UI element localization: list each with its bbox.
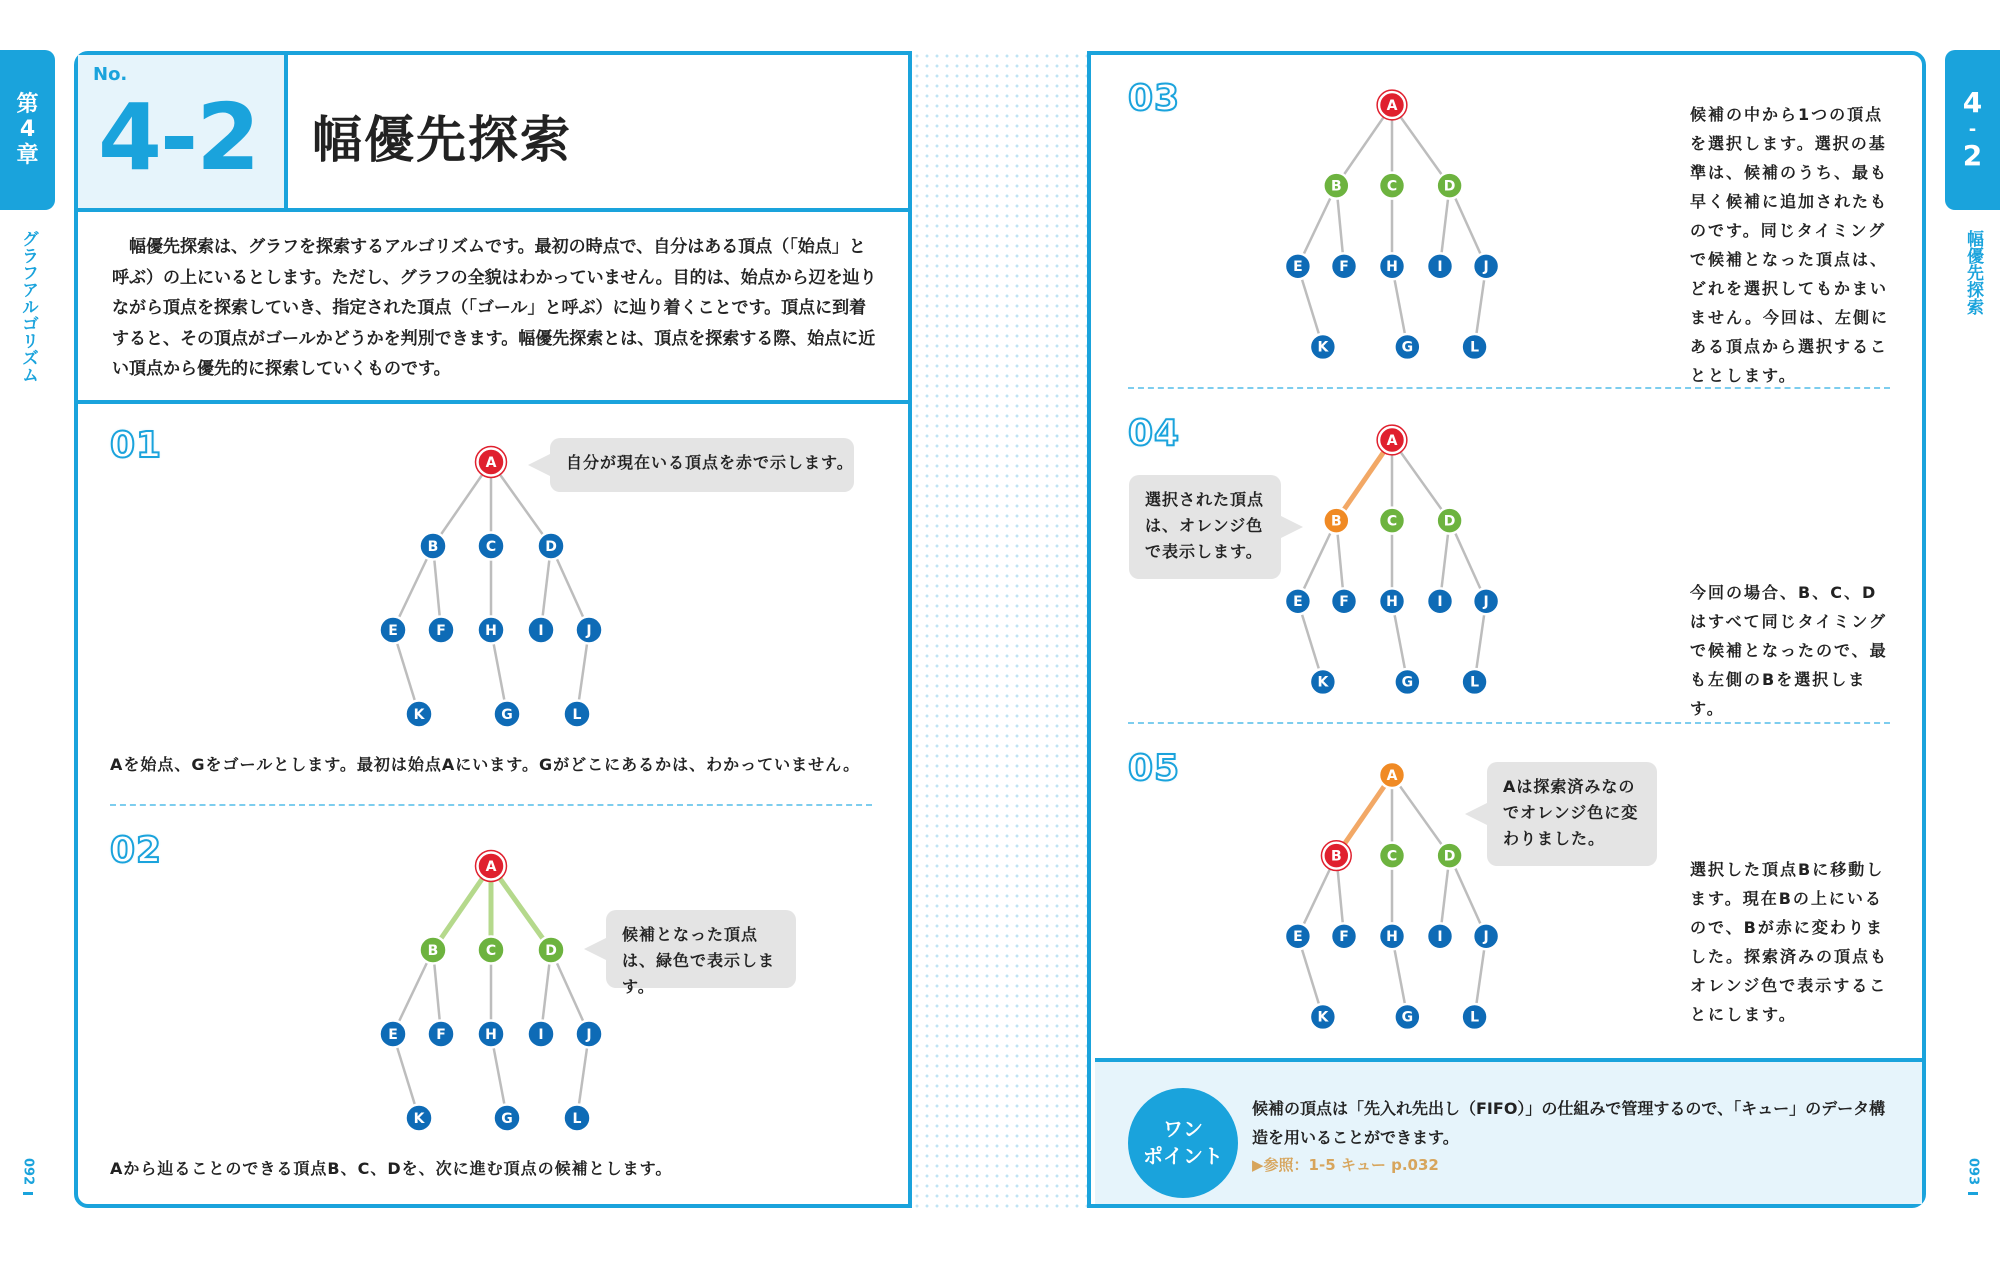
- node-label-K: K: [1317, 674, 1329, 691]
- section-tab-line-2: -: [1968, 118, 1977, 140]
- node-label-J: J: [1483, 929, 1489, 946]
- node-label-G: G: [501, 1111, 513, 1127]
- node-label-I: I: [538, 623, 544, 639]
- section-tab-line-3: 2: [1962, 139, 1983, 173]
- step-number-03: 03: [1128, 78, 1181, 119]
- one-point-label-top: ワン: [1163, 1117, 1203, 1141]
- page-number-left-text: 092: [20, 1158, 36, 1186]
- node-label-I: I: [1437, 594, 1443, 611]
- page-number-right-text: 093: [1965, 1158, 1981, 1186]
- section-side-title: 幅優先探索: [1963, 230, 1983, 315]
- node-label-G: G: [1401, 1009, 1414, 1026]
- node-label-B: B: [427, 539, 439, 555]
- bubble-tail: [1465, 803, 1487, 825]
- node-label-K: K: [1317, 339, 1329, 356]
- node-label-I: I: [1437, 259, 1443, 276]
- node-label-K: K: [413, 1111, 425, 1127]
- node-L: [1462, 1004, 1488, 1030]
- node-label-J: J: [1483, 259, 1489, 276]
- bubble-text: Aは探索済みなのでオレンジ色に変わりました。: [1503, 777, 1639, 848]
- step-number-01: 01: [110, 425, 163, 466]
- intro-text: 幅優先探索は、グラフを探索するアルゴリズムです。最初の時点で、自分はある頂点（「始点」と呼ぶ）の上にいるとします。ただし、グラフの全貌はわかっていません。目的は、始点から辺を辿りながら頂点を探索していき、指定された頂点（「ゴール」と呼ぶ）に辿り着くことです。頂点に到着すると、その頂点がゴールかどうかを判別できます。幅優先探索とは、頂点を探索する際、始点に近い頂点から優先的に探索していくものです。: [112, 237, 877, 379]
- chapter-tab-line-3: 章: [16, 142, 39, 168]
- node-label-H: H: [485, 623, 497, 639]
- node-label-G: G: [1401, 339, 1414, 356]
- side-text-step-03: 候補の中から1つの頂点を選択します。選択の基準は、候補のうち、最も早く候補に追加されたものです。同じタイミングで候補となった頂点は、どれを選択してもかまいません。今回は、左側にある頂点から選択することとします。: [1690, 105, 1889, 385]
- node-label-B: B: [1330, 178, 1342, 195]
- section-number: 4-2: [98, 84, 259, 191]
- node-label-F: F: [1339, 594, 1349, 611]
- node-label-F: F: [436, 623, 446, 639]
- node-label-D: D: [1443, 513, 1456, 530]
- chapter-title: グラフアルゴリズム: [18, 230, 38, 383]
- node-label-L: L: [1470, 1009, 1480, 1026]
- node-label-C: C: [1386, 513, 1398, 530]
- one-point-text: 候補の頂点は「先入れ先出し（FIFO）」の仕組みで管理するので、「キュー」のデータ構造を用いることができます。: [1252, 1099, 1886, 1147]
- node-label-B: B: [1330, 513, 1342, 530]
- node-E: [1285, 923, 1311, 949]
- node-label-E: E: [388, 1027, 398, 1043]
- node-label-K: K: [1317, 1009, 1329, 1026]
- step-number-04: 04: [1128, 413, 1181, 454]
- node-label-E: E: [388, 623, 398, 639]
- node-label-C: C: [1386, 178, 1398, 195]
- node-label-C: C: [485, 539, 497, 555]
- node-D: [1437, 843, 1463, 869]
- node-label-F: F: [1339, 929, 1349, 946]
- node-label-J: J: [1483, 594, 1489, 611]
- node-label-H: H: [1386, 929, 1398, 946]
- bubble-text: 候補となった頂点は、緑色で表示します。: [622, 925, 776, 996]
- chapter-tab-line-2: 4: [19, 117, 36, 143]
- node-label-G: G: [1401, 674, 1414, 691]
- node-label-E: E: [1293, 594, 1303, 611]
- node-label-L: L: [1470, 674, 1480, 691]
- node-label-D: D: [545, 539, 557, 555]
- one-point-label-bottom: ポイント: [1143, 1144, 1223, 1168]
- one-point-reference-link[interactable]: ▶参照：1-5 キュー p.032: [1252, 1156, 1439, 1174]
- page-title: 幅優先探索: [312, 111, 572, 169]
- node-label-E: E: [1293, 929, 1303, 946]
- node-K: [1310, 1004, 1336, 1030]
- node-G: [1394, 1004, 1420, 1030]
- one-point-badge: [1128, 1088, 1238, 1198]
- side-text-step-04: 今回の場合、B、C、Dはすべて同じタイミングで候補となったので、最も左側のBを選択します。: [1690, 583, 1888, 718]
- step-number-05: 05: [1128, 748, 1181, 789]
- node-label-A: A: [485, 455, 497, 471]
- bubble-text: 選択された頂点は、オレンジ色で表示します。: [1145, 490, 1265, 561]
- node-label-L: L: [572, 1111, 582, 1127]
- node-label-D: D: [1443, 178, 1456, 195]
- node-A: [1379, 762, 1405, 788]
- node-F: [1331, 923, 1357, 949]
- edge-A-D: [1392, 775, 1450, 856]
- node-label-H: H: [485, 1027, 497, 1043]
- number-label: No.: [93, 64, 128, 85]
- node-C: [1379, 843, 1405, 869]
- chapter-tab-line-1: 第: [16, 92, 39, 118]
- node-label-B: B: [427, 943, 439, 959]
- node-label-H: H: [1386, 259, 1398, 276]
- node-label-B: B: [1330, 848, 1342, 865]
- bubble-step-05: [1487, 762, 1657, 866]
- node-J: [1473, 923, 1499, 949]
- node-label-J: J: [586, 1027, 592, 1043]
- node-label-C: C: [1386, 848, 1398, 865]
- node-label-F: F: [1339, 259, 1349, 276]
- node-label-A: A: [1386, 97, 1398, 114]
- node-label-I: I: [538, 1027, 544, 1043]
- node-label-D: D: [1443, 848, 1456, 865]
- node-label-D: D: [545, 943, 557, 959]
- node-label-K: K: [413, 707, 425, 723]
- node-label-A: A: [1386, 767, 1398, 784]
- node-label-J: J: [586, 623, 592, 639]
- caption-step-01: Aを始点、Gをゴールとします。最初は始点Aにいます。Gがどこにあるかは、わかっていません。: [110, 755, 861, 774]
- bubble-text: 自分が現在いる頂点を赤で示します。: [566, 453, 854, 472]
- node-I: [1427, 923, 1453, 949]
- node-label-A: A: [485, 859, 497, 875]
- node-H: [1379, 923, 1405, 949]
- node-label-C: C: [485, 943, 497, 959]
- node-label-G: G: [501, 707, 513, 723]
- section-tab-line-1: 4: [1962, 86, 1983, 120]
- node-label-E: E: [1293, 259, 1303, 276]
- node-B: [1321, 841, 1351, 871]
- node-label-L: L: [1470, 339, 1480, 356]
- node-label-I: I: [1437, 929, 1443, 946]
- node-label-F: F: [436, 1027, 446, 1043]
- side-text-step-05: 選択した頂点Bに移動します。現在Bの上にいるので、Bが赤に変わりました。探索済みの頂点もオレンジ色で表示することにします。: [1690, 860, 1889, 1024]
- step-number-02: 02: [110, 830, 163, 871]
- caption-step-02: Aから辿ることのできる頂点B、C、Dを、次に進む頂点の候補とします。: [110, 1159, 673, 1178]
- node-label-L: L: [572, 707, 582, 723]
- node-label-H: H: [1386, 594, 1398, 611]
- node-label-A: A: [1386, 432, 1398, 449]
